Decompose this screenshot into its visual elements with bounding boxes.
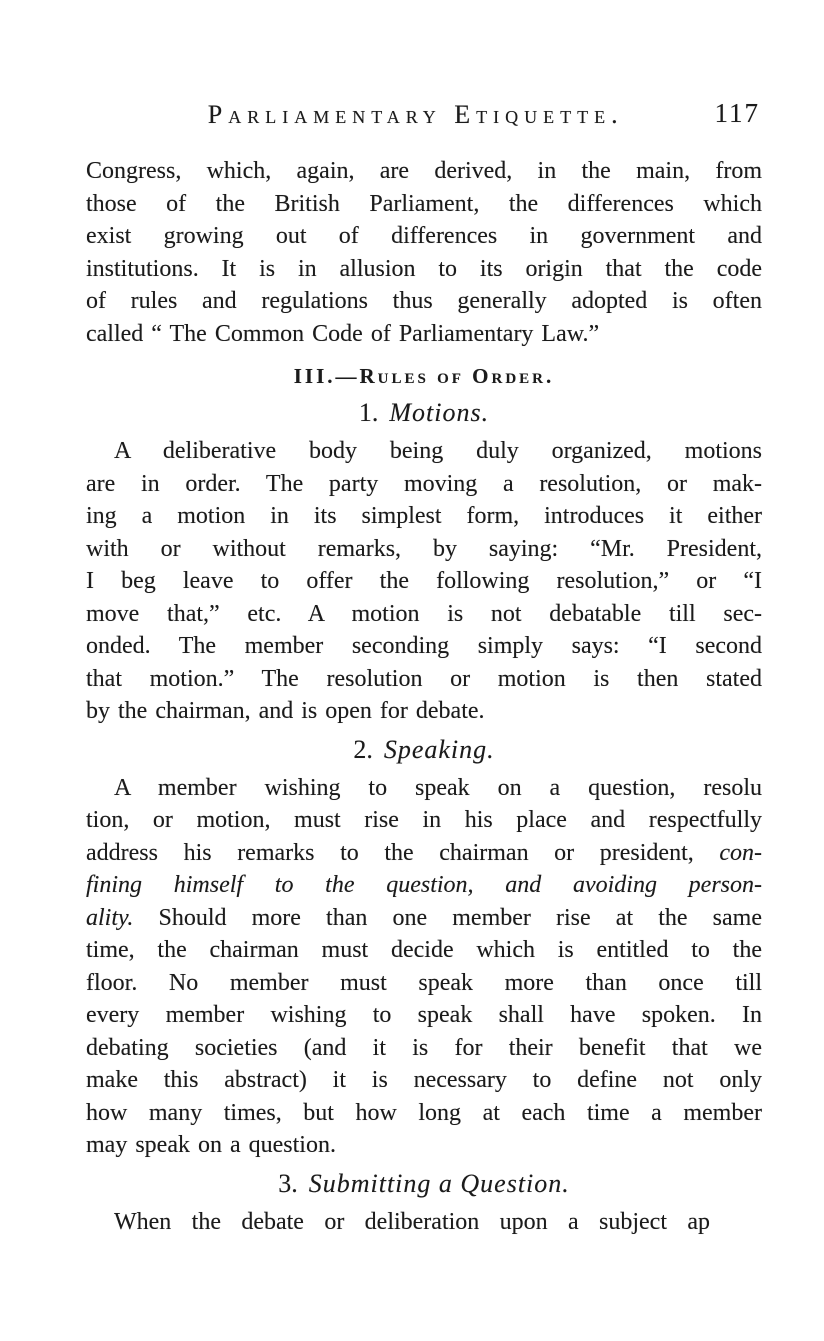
italic-text: fining himself to the question, and avoiding person- bbox=[86, 872, 762, 898]
text-run: Should more than one member rise at the same bbox=[133, 904, 762, 931]
text-run: A member wishing to speak on a question, resolu bbox=[114, 774, 762, 801]
text-line bbox=[86, 967, 762, 1000]
subsection-number: 2. bbox=[353, 734, 373, 764]
text-run: with or without remarks, by saying: “Mr. President, bbox=[86, 535, 762, 562]
subsection-title: Motions. bbox=[389, 398, 490, 427]
text-line bbox=[86, 220, 762, 253]
text-line bbox=[86, 869, 762, 902]
text-run: I beg leave to offer the following resolution,” or “I bbox=[86, 568, 762, 594]
text-line bbox=[86, 934, 762, 967]
text-run: make this abstract) it is necessary to define not only bbox=[86, 1067, 762, 1093]
paragraph bbox=[86, 435, 762, 728]
text-line bbox=[86, 188, 762, 221]
text-run: onded. The member seconding simply says: “I second bbox=[86, 633, 762, 659]
text-line bbox=[86, 1097, 762, 1130]
text-run: tion, or motion, must rise in his place and respectfully bbox=[86, 807, 762, 833]
text-run: time, the chairman must decide which is entitled to the bbox=[86, 937, 762, 963]
italic-text: ality. bbox=[86, 904, 134, 931]
text-run: institutions. It is in allusion to its origin that the code bbox=[86, 255, 762, 282]
text-line bbox=[86, 598, 762, 631]
text-line bbox=[86, 565, 762, 598]
text-run: ing a motion in its simplest form, introduces it either bbox=[86, 503, 762, 529]
text-line bbox=[86, 1206, 762, 1239]
subsection-heading bbox=[86, 1167, 762, 1201]
text-line bbox=[86, 318, 762, 351]
text-run: When the debate or deliberation upon a subject ap bbox=[114, 1208, 710, 1235]
page-body bbox=[86, 155, 762, 1238]
text-run: that motion.” The resolution or motion is then stated bbox=[86, 665, 762, 692]
text-run: may speak on a question. bbox=[86, 1132, 336, 1158]
subsection-number: 1. bbox=[358, 398, 379, 427]
text-run: A deliberative body being duly organized, motions bbox=[114, 438, 762, 464]
text-line bbox=[86, 435, 762, 468]
text-line bbox=[86, 1064, 762, 1097]
text-run: exist growing out of differences in government and bbox=[86, 223, 762, 249]
text-line bbox=[86, 285, 762, 318]
text-line bbox=[86, 999, 762, 1032]
text-run: how many times, but how long at each time a member bbox=[86, 1099, 762, 1126]
text-line bbox=[86, 772, 762, 805]
text-run: every member wishing to speak shall have spoken. In bbox=[86, 1002, 762, 1028]
paragraph bbox=[86, 155, 762, 350]
text-line bbox=[86, 695, 762, 728]
paragraph bbox=[86, 772, 762, 1162]
text-line bbox=[86, 630, 762, 663]
text-line bbox=[86, 1032, 762, 1065]
text-line bbox=[86, 1129, 762, 1162]
text-run: those of the British Parliament, the differences which bbox=[86, 190, 762, 217]
page-title: Parliamentary Etiquette. bbox=[207, 100, 624, 129]
subsection-heading bbox=[86, 396, 762, 430]
page-number: 117 bbox=[714, 98, 760, 128]
text-line bbox=[86, 468, 762, 501]
text-line bbox=[86, 902, 762, 935]
text-line bbox=[86, 663, 762, 696]
subsection-number: 3. bbox=[278, 1168, 298, 1198]
section-heading: III.—Rules of Order. bbox=[293, 364, 555, 388]
paragraph bbox=[86, 1206, 762, 1239]
text-line bbox=[86, 837, 762, 870]
text-line bbox=[86, 533, 762, 566]
text-line bbox=[86, 804, 762, 837]
text-run: debating societies (and it is for their benefit that we bbox=[86, 1034, 762, 1061]
text-run: by the chairman, and is open for debate. bbox=[86, 698, 485, 724]
subsection-heading bbox=[86, 733, 762, 767]
italic-text: con- bbox=[719, 839, 762, 866]
text-line bbox=[86, 500, 762, 533]
text-line bbox=[86, 155, 762, 188]
text-run: are in order. The party moving a resolution, or mak- bbox=[86, 470, 762, 497]
text-run: address his remarks to the chairman or president, bbox=[86, 839, 720, 866]
subsection-title: Submitting a Question. bbox=[308, 1168, 570, 1198]
text-line bbox=[86, 253, 762, 286]
running-header bbox=[86, 100, 762, 134]
text-run: of rules and regulations thus generally adopted is often bbox=[86, 288, 762, 314]
text-run: called “ The Common Code of Parliamentary Law.” bbox=[86, 320, 600, 347]
text-run: floor. No member must speak more than once till bbox=[86, 969, 762, 996]
text-run: Congress, which, again, are derived, in the main, from bbox=[86, 158, 762, 184]
subsection-title: Speaking. bbox=[383, 734, 495, 764]
text-run: move that,” etc. A motion is not debatable till sec- bbox=[86, 600, 762, 627]
